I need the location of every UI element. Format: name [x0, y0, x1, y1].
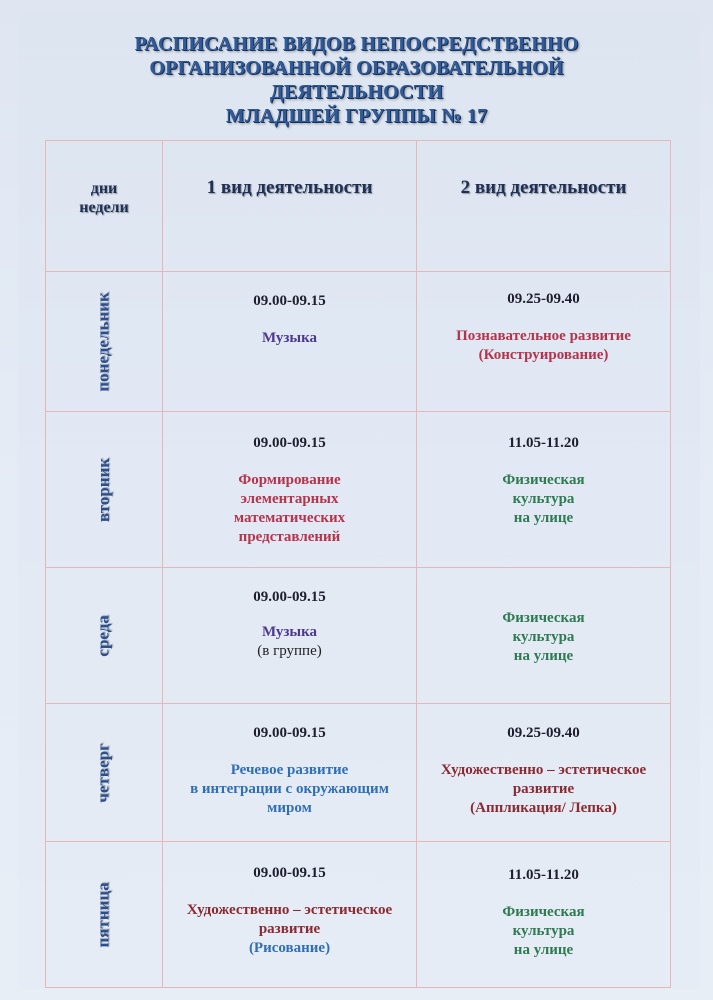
activity-cell [417, 568, 671, 704]
activity-text: Физическая [502, 610, 585, 626]
page-title [0, 32, 713, 128]
activity-text: Музыка [261, 330, 318, 346]
time-label: 09.00-09.15 [253, 293, 326, 309]
schedule-table [45, 140, 671, 988]
time-label: 11.05-11.20 [508, 867, 579, 883]
header-row [46, 141, 671, 272]
header-activity-2: 2 вид деятельности [417, 141, 671, 272]
activity-text: на улице [513, 510, 574, 526]
day-cell [46, 568, 163, 704]
activity-cell [417, 272, 671, 412]
day-label: среда [93, 614, 113, 657]
activity-text: Художественно – эстетическое [440, 762, 647, 778]
time-label: 09.00-09.15 [253, 589, 326, 605]
activity-text: (Рисование) [248, 940, 331, 956]
table-row-tuesday [46, 412, 671, 568]
header-days-line-2: недели [79, 199, 129, 216]
header-days-line-1: дни [90, 180, 118, 197]
activity-cell [417, 412, 671, 568]
activity-text: (Аппликация/ Лепка) [470, 800, 617, 816]
activity-cell [163, 704, 417, 842]
title-line-4: МЛАДШЕЙ ГРУППЫ № 17 [225, 105, 488, 127]
activity-text: миром [267, 800, 312, 816]
activity-text: Физическая [502, 904, 585, 920]
time-label: 09.25-09.40 [507, 725, 580, 741]
title-line-3: ДЕЯТЕЛЬНОСТИ [269, 81, 444, 103]
activity-text: на улице [513, 648, 574, 664]
activity-text: Познавательное развитие [456, 328, 631, 344]
header-days [46, 141, 163, 272]
time-label: 09.00-09.15 [253, 865, 326, 881]
day-label: понедельник [94, 291, 113, 392]
table-row-monday [46, 272, 671, 412]
activity-text: Музыка [261, 624, 318, 640]
activity-text: Физическая [502, 472, 585, 488]
day-label: вторник [93, 457, 113, 522]
activity-text: культура [512, 491, 575, 507]
activity-cell [163, 272, 417, 412]
day-cell [46, 704, 163, 842]
day-cell [46, 412, 163, 568]
activity-text: развитие [258, 921, 321, 937]
activity-text: культура [512, 923, 575, 939]
day-cell [46, 272, 163, 412]
activity-cell [163, 412, 417, 568]
activity-text: математических [233, 510, 346, 526]
day-label: четверг [93, 742, 113, 803]
activity-text: Формирование [238, 472, 341, 488]
activity-cell [417, 842, 671, 988]
activity-text: элементарных [240, 491, 339, 507]
activity-text: развитие [512, 781, 575, 797]
time-label: 09.00-09.15 [253, 435, 326, 451]
time-label: 09.25-09.40 [507, 291, 580, 307]
time-label: 09.00-09.15 [253, 725, 326, 741]
table-row-friday [46, 842, 671, 988]
activity-cell [417, 704, 671, 842]
title-line-1: РАСПИСАНИЕ ВИДОВ НЕПОСРЕДСТВЕННО [134, 33, 579, 55]
activity-text: Художественно – эстетическое [186, 902, 393, 918]
activity-cell [163, 568, 417, 704]
day-cell [46, 842, 163, 988]
activity-cell [163, 842, 417, 988]
table-row-wednesday [46, 568, 671, 704]
activity-text: (в группе) [257, 643, 322, 659]
activity-text: на улице [513, 942, 574, 958]
header-activity-1: 1 вид деятельности [163, 141, 417, 272]
activity-text: представлений [238, 529, 341, 545]
day-label: пятница [93, 881, 113, 948]
title-line-2: ОРГАНИЗОВАННОЙ ОБРАЗОВАТЕЛЬНОЙ [149, 57, 564, 79]
table-row-thursday [46, 704, 671, 842]
activity-text: Речевое развитие [230, 762, 349, 778]
activity-text: в интеграции с окружающим [190, 781, 389, 797]
activity-text: культура [512, 629, 575, 645]
time-label: 11.05-11.20 [508, 435, 579, 451]
activity-text: (Конструирование) [478, 347, 609, 363]
